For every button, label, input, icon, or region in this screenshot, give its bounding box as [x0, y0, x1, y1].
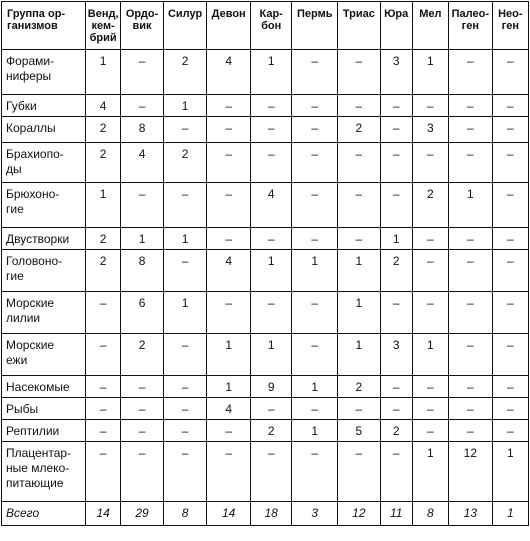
count-cell: – — [449, 228, 493, 250]
count-cell: 1 — [338, 292, 381, 334]
count-cell: 1 — [163, 228, 207, 250]
organism-group-name: Плацентар- ные млеко- питающие — [2, 442, 86, 502]
count-cell: 2 — [412, 183, 448, 228]
table-row — [2, 143, 529, 183]
count-cell: – — [163, 376, 207, 398]
column-header-vendian-cambrian: Венд, кем- брий — [86, 2, 121, 50]
count-cell: 1 — [250, 50, 291, 95]
count-cell: – — [412, 228, 448, 250]
count-cell: – — [86, 292, 121, 334]
count-cell: – — [492, 334, 528, 376]
column-header-triassic: Триас — [338, 2, 381, 50]
count-cell: – — [338, 183, 381, 228]
count-cell: 1 — [449, 183, 493, 228]
total-cell: 29 — [121, 502, 164, 526]
total-cell: 11 — [380, 502, 412, 526]
count-cell: 1 — [163, 292, 207, 334]
table-row — [2, 250, 529, 292]
count-cell: – — [449, 250, 493, 292]
table-row — [2, 117, 529, 143]
count-cell: – — [250, 143, 291, 183]
count-cell: – — [492, 183, 528, 228]
count-cell: 6 — [121, 292, 164, 334]
organism-group-name: Головоно- гие — [2, 250, 86, 292]
count-cell: 2 — [163, 50, 207, 95]
count-cell: – — [292, 183, 338, 228]
count-cell: – — [412, 143, 448, 183]
total-cell: 1 — [492, 502, 528, 526]
count-cell: – — [292, 442, 338, 502]
organism-group-name: Морские лилии — [2, 292, 86, 334]
count-cell: – — [163, 117, 207, 143]
count-cell: 1 — [250, 334, 291, 376]
count-cell: – — [449, 50, 493, 95]
organism-group-name: Рептилии — [2, 420, 86, 442]
count-cell: – — [207, 143, 251, 183]
count-cell: – — [250, 442, 291, 502]
table-row — [2, 442, 529, 502]
count-cell: – — [412, 376, 448, 398]
count-cell: 3 — [380, 334, 412, 376]
count-cell: – — [380, 292, 412, 334]
count-cell: – — [492, 143, 528, 183]
count-cell: – — [86, 334, 121, 376]
count-cell: – — [250, 292, 291, 334]
count-cell: – — [292, 50, 338, 95]
count-cell: 1 — [250, 250, 291, 292]
count-cell: 1 — [338, 334, 381, 376]
count-cell: 2 — [338, 117, 381, 143]
count-cell: 1 — [86, 50, 121, 95]
count-cell: – — [292, 228, 338, 250]
count-cell: 4 — [207, 50, 251, 95]
count-cell: – — [449, 420, 493, 442]
count-cell: – — [492, 228, 528, 250]
count-cell: 4 — [86, 95, 121, 117]
column-header-permian: Пермь — [292, 2, 338, 50]
count-cell: – — [380, 117, 412, 143]
count-cell: – — [292, 292, 338, 334]
count-cell: – — [338, 228, 381, 250]
count-cell: – — [449, 117, 493, 143]
total-cell: 13 — [449, 502, 493, 526]
count-cell: – — [292, 117, 338, 143]
count-cell: – — [163, 442, 207, 502]
count-cell: – — [338, 143, 381, 183]
count-cell: – — [492, 95, 528, 117]
count-cell: – — [121, 95, 164, 117]
count-cell: – — [86, 376, 121, 398]
count-cell: – — [163, 183, 207, 228]
column-header-paleogene: Палео- ген — [449, 2, 493, 50]
organism-group-name: Брюхоно- гие — [2, 183, 86, 228]
count-cell: – — [449, 398, 493, 420]
count-cell: 2 — [86, 228, 121, 250]
count-cell: 2 — [250, 420, 291, 442]
count-cell: – — [449, 334, 493, 376]
count-cell: – — [207, 228, 251, 250]
total-row — [2, 502, 529, 526]
count-cell: – — [121, 50, 164, 95]
count-cell: – — [412, 250, 448, 292]
table-row — [2, 183, 529, 228]
count-cell: 1 — [86, 183, 121, 228]
count-cell: – — [292, 398, 338, 420]
organism-group-name: Форами- ниферы — [2, 50, 86, 95]
count-cell: 1 — [207, 334, 251, 376]
count-cell: 2 — [338, 376, 381, 398]
count-cell: – — [380, 143, 412, 183]
count-cell: 3 — [412, 117, 448, 143]
column-header-silurian: Силур — [163, 2, 207, 50]
header-row — [2, 2, 529, 50]
table-row — [2, 420, 529, 442]
count-cell: 12 — [449, 442, 493, 502]
count-cell: – — [86, 420, 121, 442]
table-body — [2, 50, 529, 526]
count-cell: – — [492, 117, 528, 143]
count-cell: 2 — [380, 250, 412, 292]
count-cell: – — [163, 334, 207, 376]
count-cell: – — [86, 442, 121, 502]
count-cell: 4 — [207, 250, 251, 292]
table-row — [2, 334, 529, 376]
count-cell: – — [449, 292, 493, 334]
count-cell: – — [292, 95, 338, 117]
total-cell: 12 — [338, 502, 381, 526]
count-cell: – — [492, 50, 528, 95]
count-cell: – — [250, 95, 291, 117]
count-cell: 2 — [163, 143, 207, 183]
count-cell: – — [380, 442, 412, 502]
count-cell: 2 — [380, 420, 412, 442]
count-cell: 1 — [412, 442, 448, 502]
count-cell: 2 — [86, 143, 121, 183]
count-cell: 2 — [121, 334, 164, 376]
total-cell: 14 — [207, 502, 251, 526]
count-cell: – — [449, 143, 493, 183]
count-cell: 4 — [207, 398, 251, 420]
total-cell: 18 — [250, 502, 291, 526]
count-cell: – — [163, 250, 207, 292]
column-header-carboniferous: Кар- бон — [250, 2, 291, 50]
count-cell: – — [338, 442, 381, 502]
count-cell: – — [121, 420, 164, 442]
count-cell: 2 — [86, 117, 121, 143]
count-cell: – — [163, 420, 207, 442]
count-cell: – — [163, 398, 207, 420]
count-cell: – — [207, 117, 251, 143]
count-cell: – — [492, 398, 528, 420]
count-cell: – — [207, 420, 251, 442]
count-cell: 9 — [250, 376, 291, 398]
count-cell: 4 — [121, 143, 164, 183]
count-cell: 1 — [292, 420, 338, 442]
count-cell: – — [121, 376, 164, 398]
count-cell: – — [449, 376, 493, 398]
count-cell: – — [121, 442, 164, 502]
count-cell: 4 — [250, 183, 291, 228]
count-cell: – — [292, 143, 338, 183]
column-header-neogene: Нео- ген — [492, 2, 528, 50]
count-cell: 1 — [338, 250, 381, 292]
count-cell: 3 — [380, 50, 412, 95]
table-row — [2, 95, 529, 117]
count-cell: – — [412, 398, 448, 420]
organism-group-name: Двустворки — [2, 228, 86, 250]
total-cell: 3 — [292, 502, 338, 526]
count-cell: – — [380, 376, 412, 398]
organism-group-name: Губки — [2, 95, 86, 117]
count-cell: – — [492, 250, 528, 292]
count-cell: 1 — [163, 95, 207, 117]
count-cell: – — [492, 292, 528, 334]
count-cell: 1 — [292, 250, 338, 292]
count-cell: – — [250, 228, 291, 250]
count-cell: – — [412, 292, 448, 334]
organism-group-name: Насекомые — [2, 376, 86, 398]
column-header-group: Группа ор- ганизмов — [2, 2, 86, 50]
total-cell: 8 — [412, 502, 448, 526]
count-cell: – — [250, 117, 291, 143]
count-cell: – — [207, 442, 251, 502]
count-cell: 8 — [121, 250, 164, 292]
count-cell: – — [338, 95, 381, 117]
count-cell: – — [380, 95, 412, 117]
column-header-jurassic: Юра — [380, 2, 412, 50]
count-cell: 1 — [412, 334, 448, 376]
count-cell: 1 — [492, 442, 528, 502]
count-cell: 1 — [380, 228, 412, 250]
count-cell: 1 — [412, 50, 448, 95]
count-cell: – — [412, 95, 448, 117]
table-row — [2, 228, 529, 250]
count-cell: 1 — [292, 376, 338, 398]
count-cell: – — [121, 183, 164, 228]
count-cell: 1 — [207, 376, 251, 398]
organism-group-name: Кораллы — [2, 117, 86, 143]
total-label: Всего — [2, 502, 86, 526]
count-cell: 1 — [121, 228, 164, 250]
count-cell: – — [121, 398, 164, 420]
count-cell: – — [492, 420, 528, 442]
column-header-devonian: Девон — [207, 2, 251, 50]
count-cell: – — [207, 292, 251, 334]
count-cell: 5 — [338, 420, 381, 442]
total-cell: 8 — [163, 502, 207, 526]
organism-group-name: Брахиопо- ды — [2, 143, 86, 183]
count-cell: 2 — [86, 250, 121, 292]
count-cell: – — [292, 334, 338, 376]
table-row — [2, 398, 529, 420]
count-cell: 8 — [121, 117, 164, 143]
count-cell: – — [338, 50, 381, 95]
organism-group-name: Морские ежи — [2, 334, 86, 376]
table-row — [2, 50, 529, 95]
column-header-ordovician: Ордо- вик — [121, 2, 164, 50]
count-cell: – — [412, 420, 448, 442]
total-cell: 14 — [86, 502, 121, 526]
count-cell: – — [207, 183, 251, 228]
count-cell: – — [207, 95, 251, 117]
stratigraphy-table — [1, 1, 529, 526]
count-cell: – — [250, 398, 291, 420]
organism-group-name: Рыбы — [2, 398, 86, 420]
table-row — [2, 292, 529, 334]
count-cell: – — [380, 183, 412, 228]
count-cell: – — [338, 398, 381, 420]
table-row — [2, 376, 529, 398]
count-cell: – — [380, 398, 412, 420]
column-header-cretaceous: Мел — [412, 2, 448, 50]
count-cell: – — [449, 95, 493, 117]
count-cell: – — [86, 398, 121, 420]
count-cell: – — [492, 376, 528, 398]
